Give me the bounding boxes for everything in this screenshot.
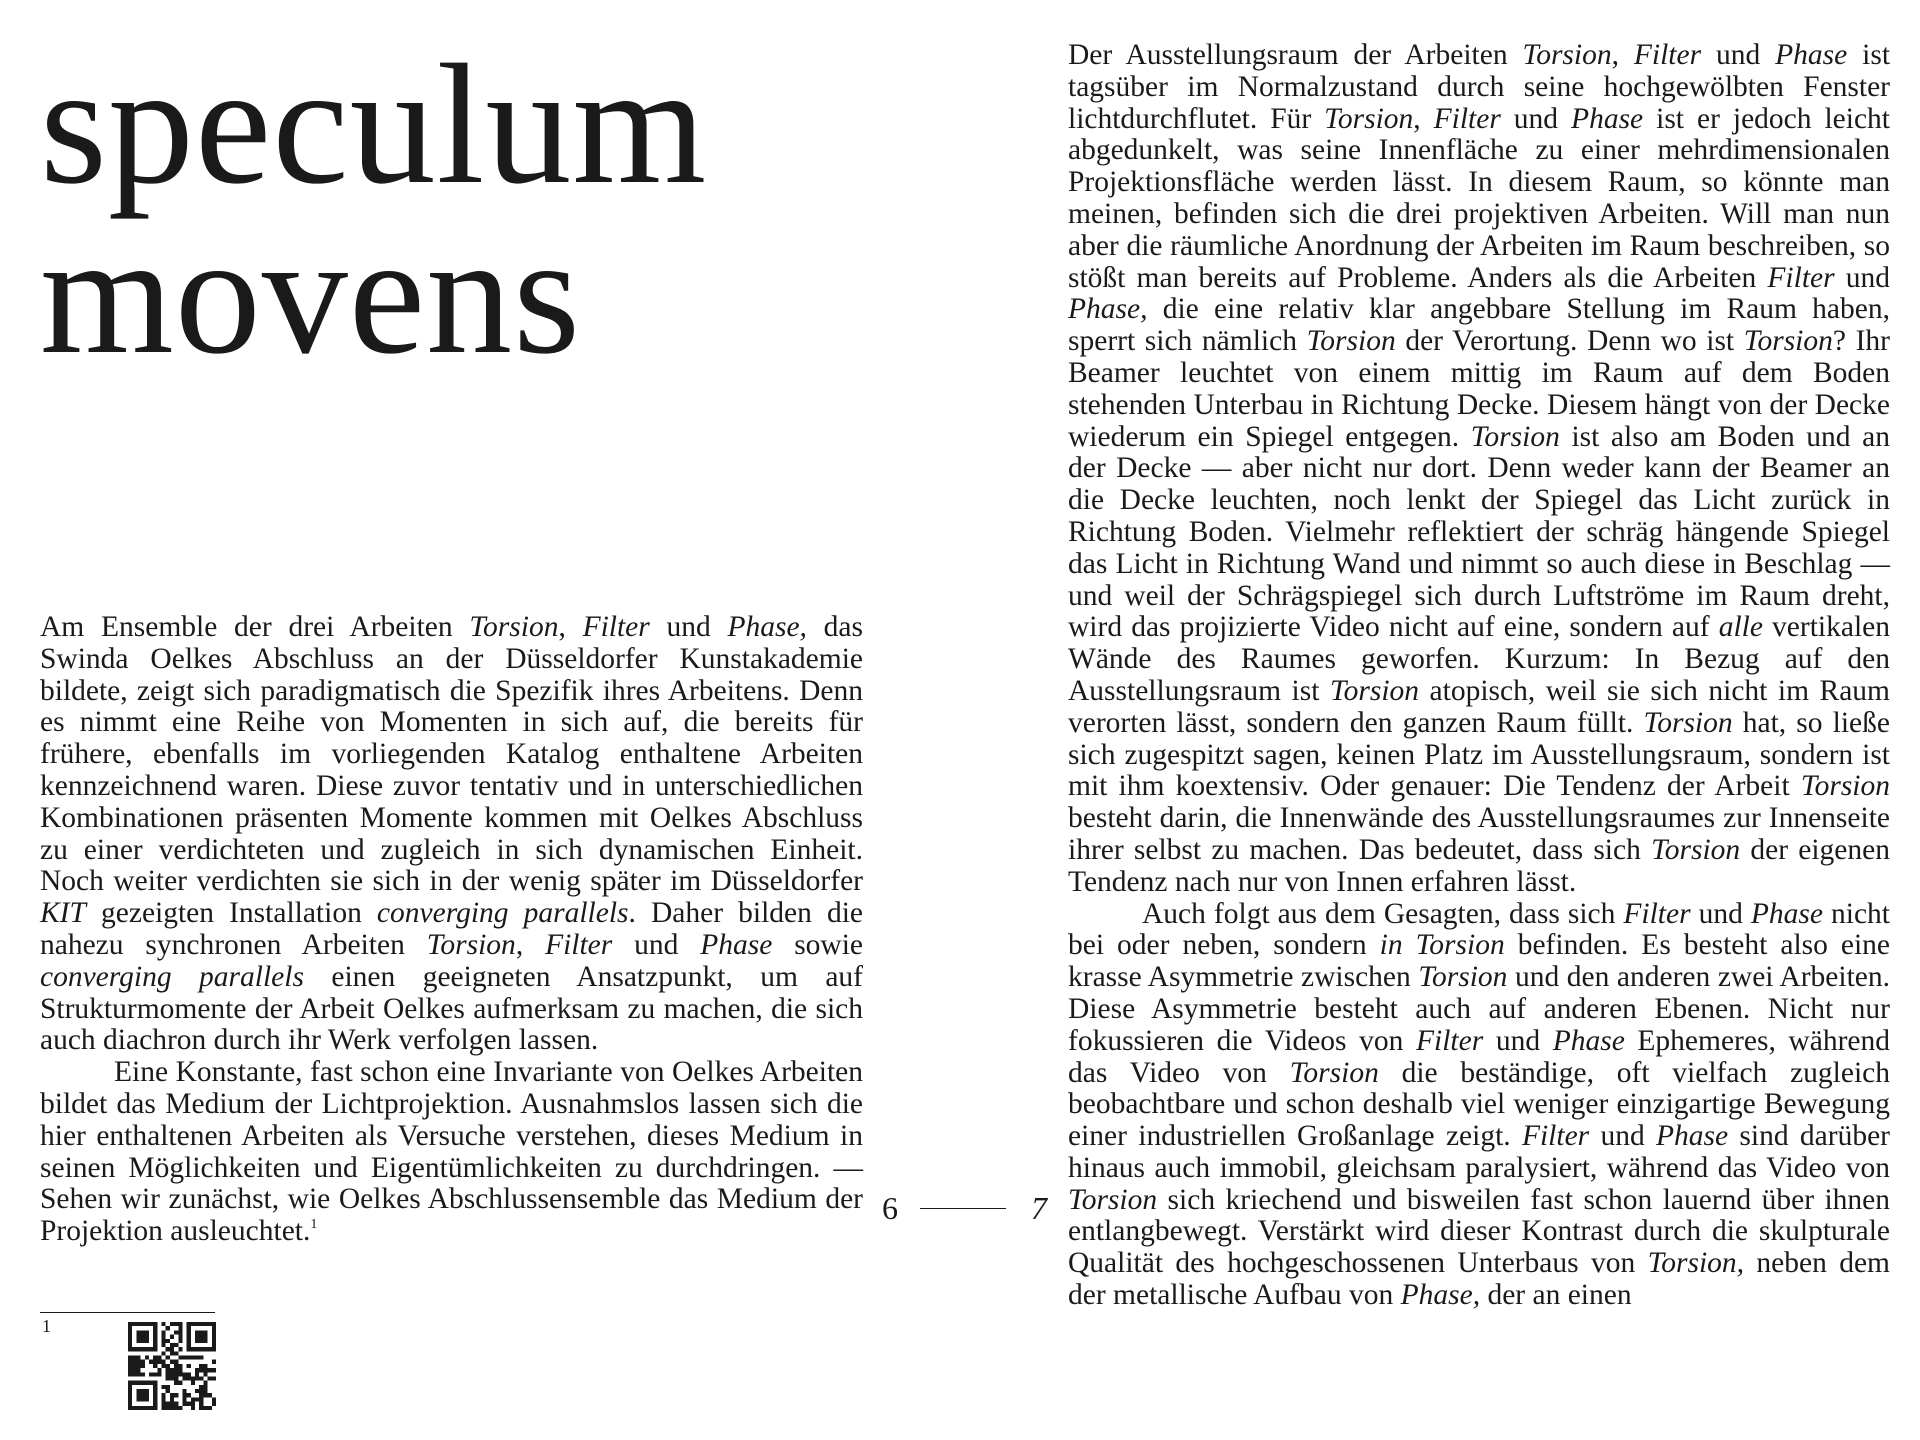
italic-term: converging parallels — [40, 960, 304, 993]
italic-term: KIT — [40, 897, 86, 930]
text-run: und — [1589, 1120, 1657, 1153]
text-run: befinden. Es besteht also eine krasse Asymmetrie zwischen — [1068, 929, 1890, 994]
italic-term: Phase — [1571, 102, 1644, 135]
italic-term: Torsion — [1289, 1056, 1379, 1089]
text-run: neben dem der metallische Aufbau von — [1068, 1247, 1890, 1312]
text-run: , — [558, 611, 583, 643]
text-run: und — [1701, 39, 1776, 71]
text-run: ist er jedoch leicht abgedunkelt, was seine Innenfläche zu einer mehrdimensionalen Projektionsfläche werden lässt. In diesem Raum, so könnte man meinen, befinden sich die drei projektiven Arbeiten. Will man nun aber die räumliche Anordnung der Arbeiten im Raum beschreiben, so stößt man bereits auf Probleme. Anders als die Arbeiten — [1068, 102, 1891, 294]
italic-term: Phase, — [727, 611, 807, 643]
text-run: vertikalen Wände des Raumes geworfen. Kurzum: In Bezug auf den Ausstellungsraum ist — [1068, 611, 1890, 707]
italic-term: Torsion — [426, 928, 516, 961]
right-paragraph-1 — [1068, 40, 1890, 899]
text-run: ist also am Boden und an der Decke — aber nicht nur dort. Denn weder kann der Beamer an die Decke leuchten, noch lenkt der Spiegel das Licht zurück in Richtung Boden. Vielmehr reflektiert der schräg hängende Spiegel das Licht in Richtung Wand und nimmt so auch diese in Beschlag — und weil der Schrägspiegel sich durch Luftströme im Raum dreht, wird das projizierte Video nicht auf eine, sondern auf — [1068, 420, 1890, 644]
text-run: , — [1611, 39, 1634, 71]
right-text-column — [1068, 40, 1890, 1312]
text-run: gezeigten Installation — [85, 897, 377, 930]
italic-term: Filter — [1633, 39, 1702, 71]
italic-term: Phase — [1775, 39, 1848, 71]
text-run: und — [1483, 1024, 1553, 1057]
text-run: ? Ihr Beamer leuchtet von einem mittig im Raum auf dem Boden stehenden Unterbau in Richtung Decke. Diesem hängt von der Decke wiederum ein Spiegel entgegen. — [1068, 325, 1890, 453]
text-run: . Daher bilden die nahezu synchronen Arbeiten — [40, 897, 863, 961]
footnote-reference: 1 — [310, 1217, 318, 1233]
italic-term: Filter — [1767, 261, 1835, 294]
text-run: sowie — [772, 928, 864, 961]
text-run: der Verortung. Denn wo ist — [1395, 325, 1744, 358]
italic-term: Torsion — [1470, 420, 1560, 453]
italic-term: Phase, — [1068, 293, 1148, 326]
right-paragraph-2 — [1068, 899, 1890, 1312]
text-run: und — [1500, 102, 1572, 135]
italic-term: Phase — [1552, 1024, 1625, 1057]
italic-term: Filter — [1433, 102, 1501, 135]
text-run: die beständige, oft vielfach zugleich beobachtbare und schon deshalb viel weniger einzigartige Bewegung einer industriellen Großanlage zeigt. — [1068, 1056, 1890, 1153]
text-run: ist tagsüber im Normalzustand durch seine hochgewölbten Fenster lichtdurchflutet. Für — [1068, 39, 1891, 135]
text-run: das Swinda Oelkes Abschluss an der Düsseldorfer Kunstakademie bildete, zeigt sich paradigmatisch die Spezifik ihres Arbeitens. Denn es nimmt eine Reihe von Momenten in sich auf, die bereits für frühere, ebenfalls im vorliegenden Katalog enthaltene Arbeiten kennzeichnend waren. Diese zuvor tentativ und in unterschiedlichen Kombinationen präsenten Momente kommen mit Oelkes Abschluss zu einer verdichteten und zugleich in sich dynamischen Einheit. Noch weiter verdichten sie sich in der wenig später im Düsseldorfer — [40, 611, 863, 898]
text-run: , — [1413, 102, 1434, 135]
italic-term: Phase — [700, 928, 773, 961]
left-paragraph-2 — [40, 1057, 863, 1248]
text-run: Der Ausstellungsraum der Arbeiten — [1068, 39, 1523, 71]
italic-term: Torsion — [1522, 39, 1612, 71]
text-run: und — [1834, 261, 1891, 294]
italic-term: Torsion — [1329, 674, 1420, 707]
page-number-divider — [920, 1208, 1006, 1209]
text-run: Ephemeres, während das Video von — [1068, 1024, 1890, 1089]
page-number-right: 7 — [1031, 1190, 1047, 1226]
italic-term: Torsion — [1418, 961, 1508, 994]
left-paragraph-1 — [40, 612, 863, 1057]
italic-term: alle — [1718, 611, 1763, 644]
italic-term: Torsion — [1068, 1183, 1158, 1216]
text-run: Auch folgt aus dem Gesagten, dass sich — [1142, 897, 1624, 930]
footnote-number: 1 — [42, 1316, 51, 1336]
italic-term: Torsion — [1743, 325, 1833, 358]
italic-term: Phase, — [1400, 1279, 1481, 1312]
italic-term: in Torsion — [1379, 929, 1505, 962]
text-run: der eigenen Tendenz nach nur von Innen erfahren lässt. — [1068, 833, 1890, 898]
page-numbers — [882, 1188, 1047, 1228]
text-run: , — [515, 928, 546, 961]
italic-term: Torsion — [1324, 102, 1414, 135]
italic-term: Filter — [545, 928, 613, 961]
italic-term: Filter — [1416, 1024, 1484, 1057]
title-line-2: movens — [40, 200, 582, 390]
text-run: und — [612, 928, 701, 961]
italic-term: Phase — [1656, 1120, 1729, 1153]
text-run: atopisch, weil sie sich nicht im Raum verorten lässt, sondern den ganzen Raum füllt. — [1068, 674, 1890, 739]
italic-term: Filter — [582, 611, 650, 643]
text-run: einen geeigneten Ansatzpunkt, um auf Strukturmomente der Arbeit Oelkes aufmerksam zu machen, die sich auch diachron durch ihr Werk verfolgen lassen. — [40, 960, 864, 1057]
italic-term: Torsion — [1800, 770, 1890, 803]
italic-term: Filter — [1623, 897, 1691, 930]
text-run: besteht darin, die Innenwände des Ausstellungsraumes zur Innenseite ihrer selbst zu machen. Das bedeutet, dass sich — [1068, 802, 1890, 866]
text-run: der an einen — [1480, 1279, 1632, 1312]
text-run: und — [649, 611, 728, 643]
text-run: Eine Konstante, fast schon eine Invariante von Oelkes Arbeiten bildet das Medium der Lichtprojektion. Ausnahmslos lassen sich die hier enthaltenen Arbeiten als Versuche verstehen, dieses Medium in seinen Möglichkeiten und Eigentümlichkeiten zu durchdringen. — Sehen wir zunächst, wie Oelkes Abschlussensemble das Medium der Projektion ausleuchtet. — [40, 1056, 863, 1248]
italic-term: Phase — [1750, 897, 1823, 930]
text-run: sich kriechend und bisweilen fast schon lauernd über ihnen entlangbewegt. Verstärkt wird dieser Kontrast durch die skulpturale Qualität des hochgeschossenen Unterbaus von — [1068, 1183, 1890, 1280]
italic-term: Torsion — [1306, 325, 1396, 358]
text-run: hat, so ließe sich zugespitzt sagen, keinen Platz im Ausstellungsraum, sondern ist mit ihm koextensiv. Oder genauer: Die Tendenz der Arbeit — [1068, 706, 1890, 803]
italic-term: Torsion, — [1647, 1247, 1745, 1280]
italic-term: Torsion — [1643, 706, 1733, 739]
text-run: und den anderen zwei Arbeiten. Diese Asymmetrie besteht auch auf anderen Ebenen. Nicht nur fokussieren die Videos von — [1068, 961, 1891, 1057]
article-title — [40, 30, 708, 390]
title-line-1: speculum — [40, 30, 708, 220]
footnote-divider — [40, 1312, 215, 1313]
italic-term: Filter — [1521, 1120, 1590, 1153]
text-run: nicht bei oder neben, sondern — [1068, 897, 1890, 962]
italic-term: converging parallels — [376, 897, 629, 930]
left-text-column — [40, 612, 863, 1248]
text-run: und — [1690, 897, 1751, 930]
qr-code-icon — [128, 1322, 216, 1410]
page-number-left: 6 — [882, 1190, 898, 1226]
italic-term: Torsion — [1651, 833, 1741, 866]
text-run: die eine relativ klar angebbare Stellung im Raum haben, sperrt sich nämlich — [1068, 293, 1890, 358]
text-run: Am Ensemble der drei Arbeiten — [40, 611, 470, 643]
italic-term: Torsion — [469, 611, 559, 643]
text-run: sind darüber hinaus auch immobil, gleichsam paralysiert, während das Video von — [1068, 1120, 1890, 1184]
